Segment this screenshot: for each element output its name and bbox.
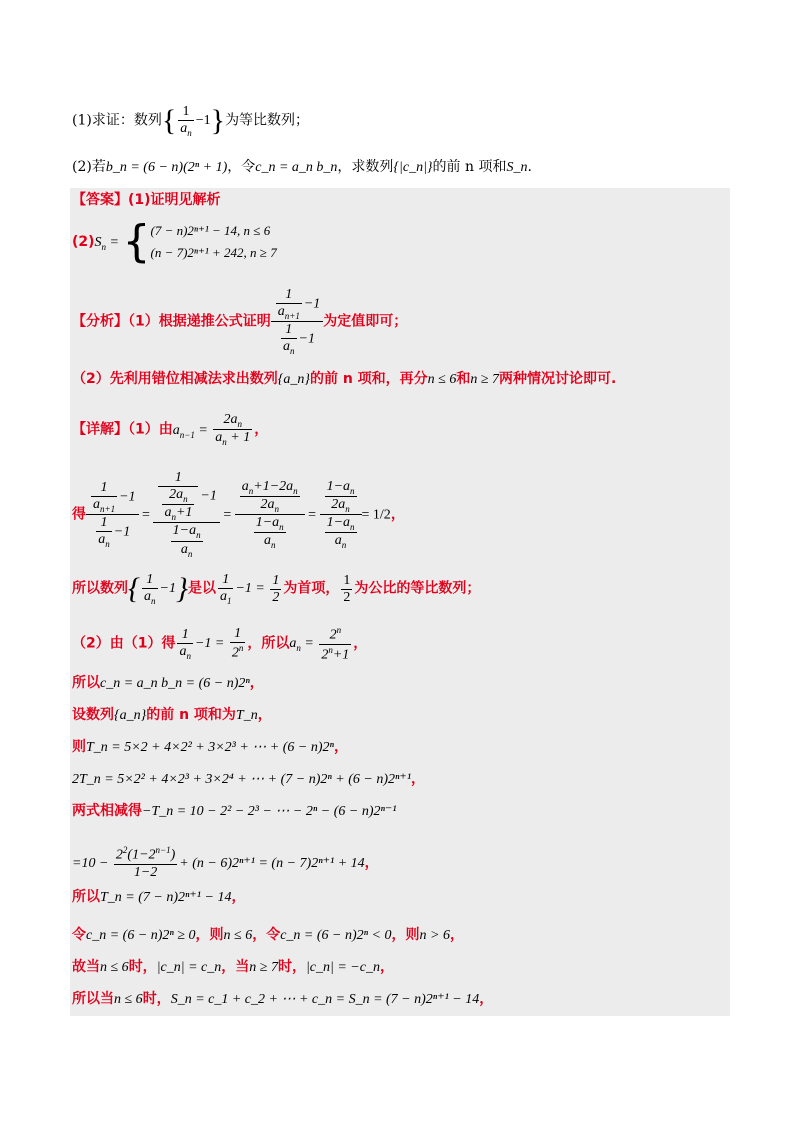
detail-l7-suffix: ， [333,739,348,755]
answer-part2-label: (2) [72,234,95,250]
detail-line8 [72,772,425,787]
n-le-6-c: n ≤ 6 [114,992,143,1007]
answer-part1: (1)证明见解析 [128,192,221,208]
part1-sequence: { $\frac{1}{a_n}$ −1} [161,104,226,138]
detail-line6 [72,708,272,723]
recurrence-fraction: $\frac{2a_n}{a_n + 1}$ [215,412,251,447]
detail-label: 【详解】 [72,421,128,438]
subtract-expression: −T_n = 10 − 2² − 2³ − ⋯ − 2ⁿ − (6 − n)2ⁿ⁻¹ [142,804,397,819]
detail-line2: 得 $\frac{1}{a_{n+1}}$ −1 $\frac{1}{a_n}$ −1 = 1 $2a_n$ $a_n+1$ −1 $\frac{1-a_n}{a_n}$ = $\frac{a_n+1-2a_n}{2a_n}$ $\frac{1-a_n}{a_n}$ = $\frac{1-a_n}{2a_n}$ $\frac{1-a_n}{a_n}$ = 1/2， [72,470,405,559]
sn-result: S_n = c_1 + c_2 + ⋯ + c_n = S_n = (7 − n)2ⁿ⁺¹ − 14 [170,992,480,1007]
detail-l12-d: ，则 [391,927,420,943]
part2-mid2: ，求数列 [337,159,394,175]
ratio-fraction: $\frac{1}{a_{n+1}}$ −1 $\frac{1}{a_n}$ −1 [271,287,324,356]
detail-l13-d: 时， [277,959,306,975]
question-part1 [72,104,309,138]
answer-case2: (n − 7)2ⁿ⁺¹ + 242, n ≥ 7 [150,245,277,260]
detail-line10: =10 − $\frac{2^2(1-2^{n-1})}{1-2}$ + (n − 6)2ⁿ⁺¹ = (n − 7)2ⁿ⁺¹ + 14， [72,845,379,880]
analysis-label: 【分析】 [72,313,128,330]
detail-l7-prefix: 则 [72,739,86,755]
detail-l2-suffix: ， [390,506,405,523]
analysis-line2-and: 和 [456,371,471,387]
answer-case1: (7 − n)2ⁿ⁺¹ − 14, n ≤ 6 [150,223,271,238]
simplified-expression: + (n − 6)2ⁿ⁺¹ = (n − 7)2ⁿ⁺¹ + 14 [179,855,365,871]
n-le-6: n ≤ 6 [223,928,253,943]
detail-line1: 【详解】（1）由$a_{n-1}$ = $\frac{2a_n}{a_n + 1}$ ， [72,412,269,447]
detail-l6-mid: 的前 n 项和为 [146,707,236,723]
analysis-line1 [72,287,407,356]
n-gt-6: n > 6 [419,928,450,943]
detail-l3-ratio: 为公比的等比数列； [354,580,481,597]
detail-l13-b: 时， [128,959,157,975]
detail-line3: 所以数列{ $\frac{1}{a_n}$ −1}是以 $\frac{1}{a_1}$ −1 = $\frac{1}{2}$ 为首项， $\frac{1}{2}$ 为公比的等比数列； [72,572,481,606]
detail-line12 [72,928,464,943]
detail-l14-c: ， [479,991,494,1007]
cn-expression: c_n = a_n b_n = (6 − n)2ⁿ [100,676,250,691]
detail-l5-prefix: 所以 [72,675,100,691]
detail-line7 [72,740,348,755]
an-sequence-2: {a_n} [114,708,147,723]
n-ge-7: n ≥ 7 [249,960,278,975]
case-n-ge-7: n ≥ 7 [470,372,500,387]
detail-l11-prefix: 所以 [72,889,100,905]
detail-l1-suffix: ， [254,421,269,438]
detail-l10-suffix: ， [364,854,379,871]
detail-line5 [72,676,264,691]
tn-sum: T_n = 5×2 + 4×2² + 3×2³ + ⋯ + (6 − n)2ⁿ [86,740,334,755]
detail-l9-prefix: 两式相减得 [72,803,142,819]
cn-nonneg: c_n = (6 − n)2ⁿ ≥ 0 [86,928,196,943]
abs-cn-sequence: {|c_n|} [393,160,433,175]
detail-l8-suffix: ， [411,771,426,787]
detail-line14 [72,992,493,1007]
detail-l13-c: ，当 [221,959,250,975]
part2-prefix: (2)若 [72,159,106,175]
detail-l6-prefix: 设数列 [72,707,114,723]
part1-suffix: 为等比数列； [225,112,310,129]
detail-l3-first: 为首项， [283,580,340,597]
an-sequence: {a_n} [277,372,310,387]
analysis-line1-prefix: （1）根据递推公式证明 [128,313,271,330]
detail-l4-mid: ，所以 [247,635,290,652]
analysis-line2 [72,372,616,387]
n-le-6-b: n ≤ 6 [100,960,129,975]
detail-line13 [72,960,394,975]
abs-cn-neg: |c_n| = −c_n [305,960,380,975]
analysis-line2-prefix: （2）先利用错位相减法求出数列 [72,371,278,387]
part2-mid: ，令 [227,159,256,175]
part1-prefix: (1)求证：数列 [72,112,162,129]
tn-result: T_n = (7 − n)2ⁿ⁺¹ − 14 [100,890,232,905]
detail-l4-prefix: （2）由（1）得 [72,635,176,652]
detail-l6-suffix: ， [257,707,272,723]
geometric-sum-fraction: $\frac{2^2(1-2^{n-1})}{1-2}$ [115,845,176,880]
detail-l12-c: ，令 [252,927,281,943]
detail-l13-a: 故当 [72,959,100,975]
sn-symbol: S_n [506,160,528,175]
detail-l4-suffix: ， [353,635,368,652]
cn-formula: c_n = a_n b_n [255,160,338,175]
detail-l13-e: ， [379,959,394,975]
detail-line4: （2）由（1）得 $\frac{1}{a_n}$ −1 = $\frac{1}{2^n}$ ，所以$a_n$ = $\frac{2^n}{2^n+1}$ ， [72,625,368,663]
bn-formula: b_n = (6 − n)(2ⁿ + 1) [105,160,228,175]
detail-l11-suffix: ， [231,889,246,905]
detail-l3-prefix: 所以数列 [72,580,128,597]
part2-end: . [527,159,532,175]
two-tn-sum: 2T_n = 5×2² + 4×2³ + 3×2⁴ + ⋯ + (7 − n)2ⁿ + (6 − n)2ⁿ⁺¹ [72,772,412,787]
detail-l12-b: ，则 [195,927,224,943]
detail-l1-prefix: （1）由 [128,421,173,438]
detail-l2-prefix: 得 [72,506,86,523]
detail-line11 [72,890,245,905]
answer-part2: $(2)S_n$ = { (7 − n)2ⁿ⁺¹ − 14, n ≤ 6 (n − 7)2ⁿ⁺¹ + 242, n ≥ 7 [72,216,277,267]
ratio-result: = 1/2 [361,507,391,523]
detail-l5-suffix: ， [249,675,264,691]
analysis-line2-suffix: 两种情况讨论即可. [499,371,617,387]
analysis-line2-mid: 的前 n 项和，再分 [309,371,428,387]
analysis-line1-suffix: 为定值即可； [323,313,408,330]
question-part2 [72,160,532,175]
detail-l12-e: ， [449,927,464,943]
detail-l12-a: 令 [72,927,86,943]
detail-line9 [72,804,397,819]
detail-l14-b: 时， [142,991,171,1007]
answer-label: 【答案】 [72,192,128,208]
cn-neg: c_n = (6 − n)2ⁿ < 0 [280,928,392,943]
part2-suffix: 的前 n 项和 [432,159,507,175]
detail-l14-a: 所以当 [72,991,114,1007]
case-n-le-6: n ≤ 6 [427,372,457,387]
detail-l3-mid: 是以 [187,580,216,597]
abs-cn-pos: |c_n| = c_n [156,960,222,975]
tn-symbol: T_n [235,708,258,723]
answer-line [72,193,221,207]
